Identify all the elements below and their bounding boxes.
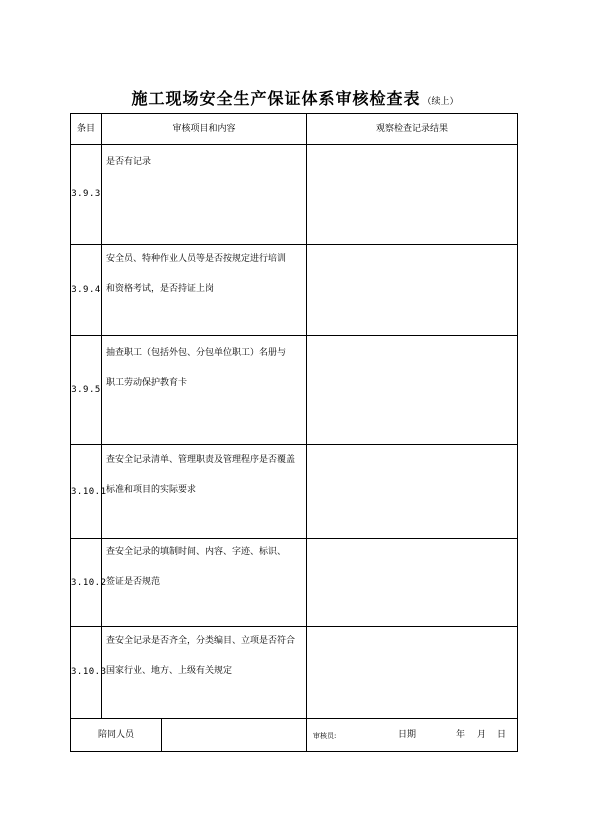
header-result: 观察检查记录结果 [375,124,448,134]
clause-code: 3.9.4 [71,285,101,295]
item-text: 安全员、特种作业人员等是否按规定进行培训 [106,254,287,264]
item-text: 签证是否规范 [106,577,161,587]
clause-code: 3.9.3 [71,189,101,199]
item-text: 国家行业、地方、上级有关规定 [106,666,233,676]
item-text: 标准和项目的实际要求 [106,485,197,495]
audit-table [70,113,518,752]
result-cell[interactable] [307,336,517,444]
month-label: 月 [477,730,487,740]
clause-code: 3.10.1 [71,487,107,497]
result-cell[interactable] [307,627,517,718]
divider-footer-auditor [306,718,307,752]
accompany-label: 陪同人员 [97,730,134,740]
item-text: 是否有记录 [106,157,152,167]
divider-clause-column [101,114,102,718]
result-cell[interactable] [307,445,517,538]
form-title-suffix: （续上） [422,97,459,107]
header-clause: 条目 [76,124,95,134]
clause-code: 3.10.2 [71,578,107,588]
item-text: 职工劳动保护教育卡 [106,378,188,388]
header-item: 审核项目和内容 [172,124,236,134]
clause-code: 3.9.5 [71,385,101,395]
item-text: 和资格考试，是否持证上岗 [106,284,215,294]
date-label: 日期 [398,730,417,740]
form-title-main: 施工现场安全生产保证体系审核检查表 [131,89,421,108]
item-text: 查安全记录清单、管理职责及管理程序是否覆盖 [106,455,296,465]
item-text: 抽查职工（包括外包、分包单位职工）名册与 [106,348,287,358]
result-cell[interactable] [307,245,517,335]
accompany-field[interactable] [162,719,306,751]
form-title [0,86,590,109]
result-cell[interactable] [307,539,517,626]
auditor-field[interactable] [346,719,396,751]
result-cell[interactable] [307,145,517,244]
clause-code: 3.10.3 [71,667,107,677]
day-label: 日 [497,730,507,740]
year-label: 年 [456,730,466,740]
item-text: 查安全记录的填制时间、内容、字迹、标识、 [106,547,287,557]
auditor-label: 审核员: [313,732,337,740]
item-text: 查安全记录是否齐全，分类编目、立项是否符合 [106,636,296,646]
